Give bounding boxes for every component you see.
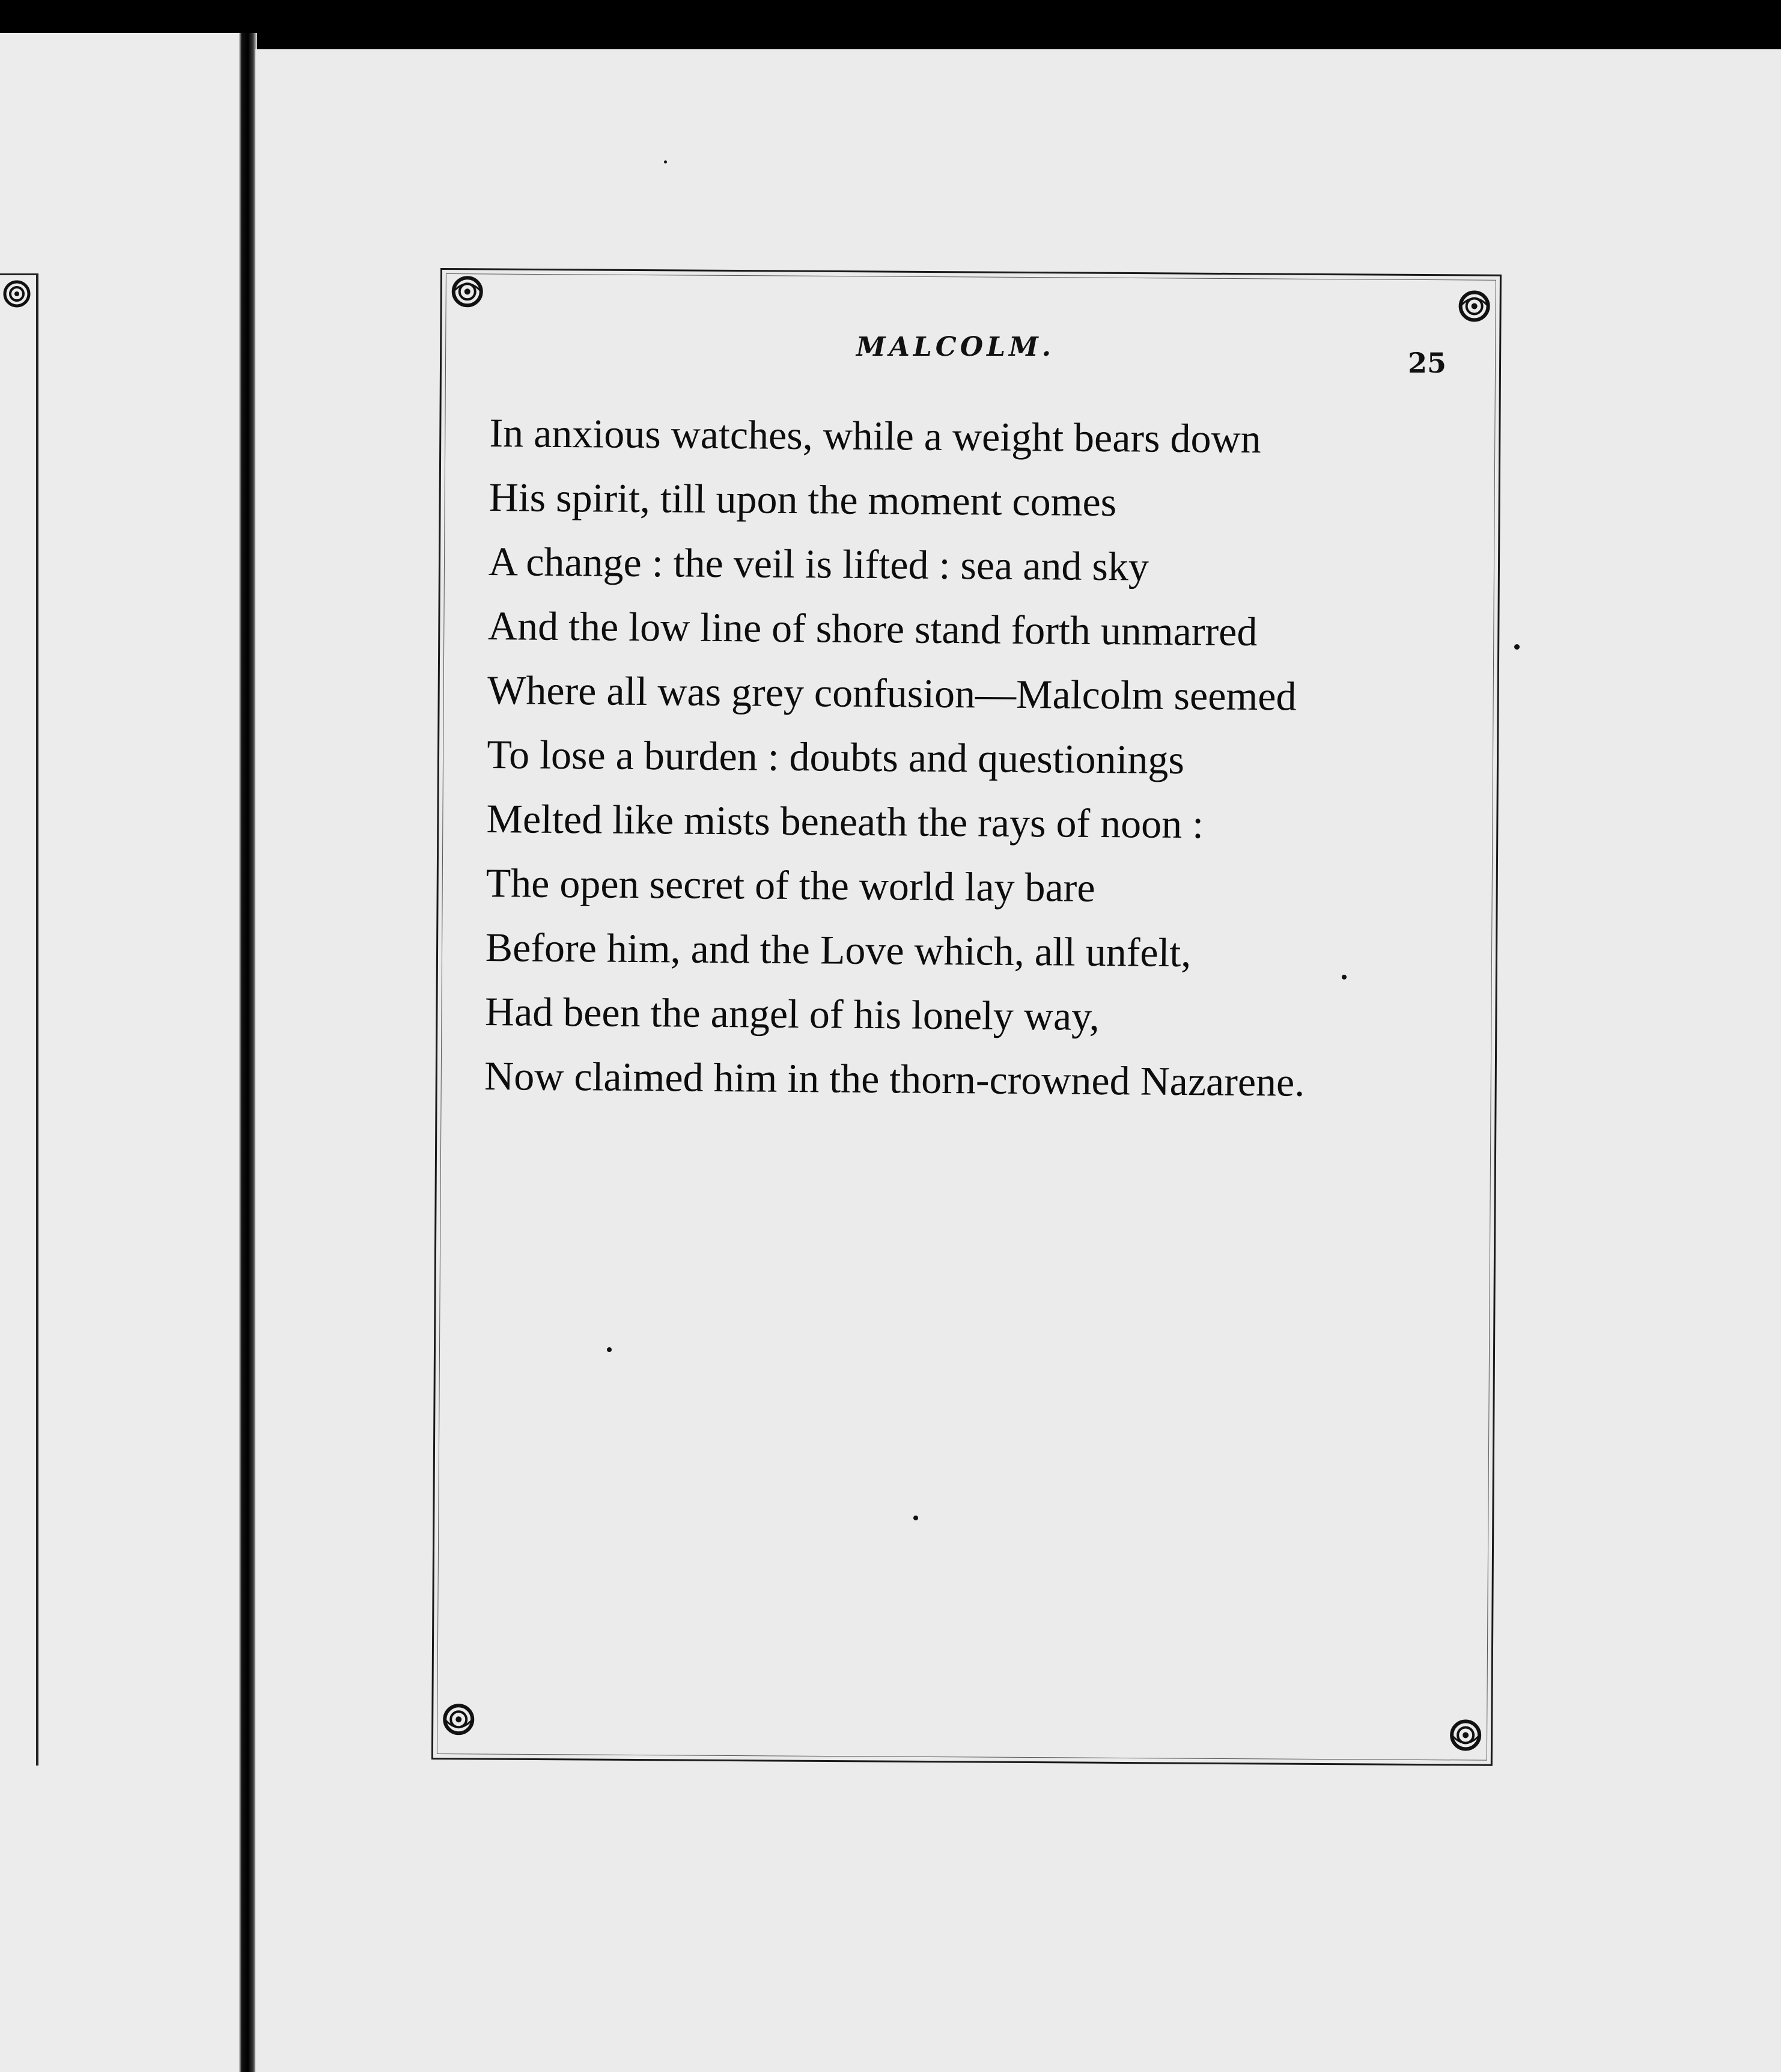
poem-line: Had been the angel of his lonely way, [484, 988, 1100, 1040]
poem-line: Melted like mists beneath the rays of noon : [486, 795, 1204, 847]
poem-line: The open secret of the world lay bare [486, 859, 1095, 910]
poem-line: Now claimed him in the thorn-crowned Nazarene. [484, 1052, 1305, 1105]
circular-corner-ornament-icon [451, 275, 484, 308]
poem-line: Where all was grey confusion—Malcolm seemed [487, 666, 1297, 719]
running-head-title: MALCOLM. [856, 332, 1055, 362]
paper-speck [913, 1516, 918, 1520]
poem-line: To lose a burden : doubts and questionings [487, 731, 1185, 783]
poem-text-block [484, 401, 1475, 1116]
poem-line: Before him, and the Love which, all unfelt, [485, 924, 1192, 976]
book-gutter [216, 33, 257, 2072]
book-page [255, 49, 1781, 2072]
page-number: 25 [1408, 347, 1447, 379]
paper-speck [607, 1347, 612, 1352]
circular-corner-ornament-icon [1457, 289, 1491, 323]
paper-speck [664, 160, 667, 163]
poem-line: And the low line of shore stand forth unmarred [487, 602, 1258, 655]
poem-line: In anxious watches, while a weight bears down [489, 409, 1261, 462]
poem-line: His spirit, till upon the moment comes [489, 474, 1117, 525]
circular-corner-ornament-icon [2, 279, 31, 308]
previous-page-edge [0, 33, 246, 2072]
paper-speck [1514, 644, 1520, 650]
paper-speck [1342, 975, 1347, 980]
circular-corner-ornament-icon [1449, 1718, 1482, 1752]
poem-line: A change : the veil is lifted : sea and sky [488, 538, 1149, 590]
circular-corner-ornament-icon [442, 1702, 475, 1736]
previous-page-frame [0, 273, 38, 1766]
